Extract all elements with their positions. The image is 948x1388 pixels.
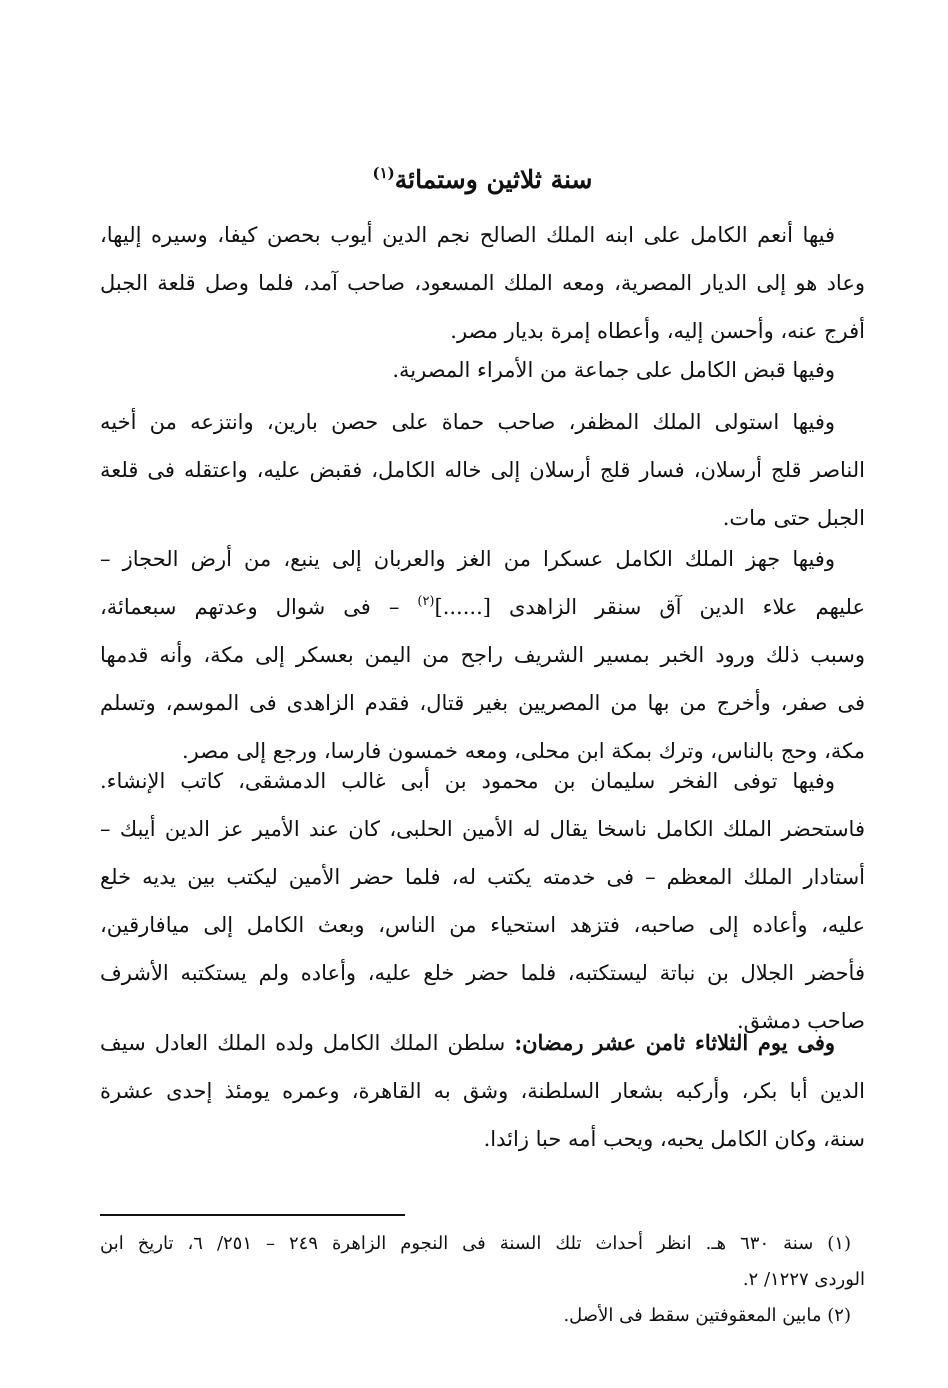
text-line: وفيها استولى الملك المظفر، صاحب حماة على حصن بارين، وانتزعه من أخيه bbox=[100, 410, 835, 434]
text-line: وفيها جهز الملك الكامل عسكرا من الغز والعربان إلى ينبع، من أرض الحجاز – bbox=[100, 547, 835, 571]
footnote-ref-2: (٢) bbox=[417, 594, 435, 609]
text-line: سنة، وكان الكامل يحبه، ويحب أمه حبا زائدا. bbox=[483, 1127, 865, 1151]
line-segment: عليهم علاء الدين آق سنقر الزاهدى [......] bbox=[434, 595, 865, 619]
footnotes bbox=[100, 1226, 865, 1334]
paragraph-4 bbox=[100, 535, 865, 775]
text-line: مكة، وحج بالناس، وترك بمكة ابن محلى، ومعه خمسون فارسا، ورجع إلى مصر. bbox=[181, 739, 865, 763]
page-title bbox=[100, 160, 865, 200]
footnote-1-line: (١) سنة ٦٣٠ هـ. انظر أحداث تلك السنة فى النجوم الزاهرة ٢٤٩ – ٢٥١/ ٦، تاريخ ابن bbox=[100, 1233, 851, 1254]
text-line bbox=[100, 1019, 865, 1067]
text-line: الدين أبا بكر، وأركبه بشعار السلطنة، وشق به القاهرة، وعمره يومئذ إحدى عشرة bbox=[100, 1079, 865, 1103]
text-line: فأحضر الجلال بن نباتة ليستكتبه، فلما حضر خلع عليه، وأعاده ولم يستكتبه الأشرف bbox=[100, 961, 865, 985]
footnote-1-line: الوردى ١٢٢٧/ ٢. bbox=[742, 1269, 865, 1290]
text-line: وسبب ذلك ورود الخبر بمسير الشريف راجح من اليمن بعسكر إلى مكة، وأنه قدمها bbox=[100, 643, 865, 667]
text-line: فيها أنعم الكامل على ابنه الملك الصالح نجم الدين أيوب بحصن كيفا، وسيره إليها، bbox=[100, 223, 835, 247]
text-line: وفيها قبض الكامل على جماعة من الأمراء المصرية. bbox=[392, 358, 835, 382]
text-line bbox=[100, 583, 865, 631]
line-segment: – فى شوال وعدتهم سبعمائة، bbox=[100, 595, 418, 619]
text-line: صاحب دمشق. bbox=[736, 1009, 865, 1033]
text-line: فى صفر، وأخرج من بها من المصريين بغير قتال، فقدم الزاهدى فى الموسم، وتسلم bbox=[100, 691, 865, 715]
page bbox=[100, 0, 865, 1388]
title-text: سنة ثلاثين وستمائة bbox=[394, 164, 593, 194]
paragraph-6 bbox=[100, 1019, 865, 1163]
footnote-divider bbox=[100, 1214, 405, 1216]
paragraph-1 bbox=[100, 211, 865, 355]
paragraph-2 bbox=[100, 346, 865, 394]
paragraph-5 bbox=[100, 757, 865, 1045]
title-footnote-ref: (١) bbox=[372, 163, 395, 182]
paragraph-3 bbox=[100, 398, 865, 542]
text-line: وفيها توفى الفخر سليمان بن محمود بن أبى غالب الدمشقى، كاتب الإنشاء. bbox=[100, 769, 835, 793]
text-line: أستادار الملك المعظم – فى خدمته يكتب له، فلما حضر الأمين ليكتب بين يديه خلع bbox=[100, 865, 865, 889]
line-segment: سلطن الملك الكامل ولده الملك العادل سيف bbox=[100, 1031, 515, 1055]
footnote-2: (٢) مابين المعقوفتين سقط فى الأصل. bbox=[563, 1305, 851, 1326]
text-line: الجبل حتى مات. bbox=[722, 506, 865, 530]
text-line: وعاد هو إلى الديار المصرية، ومعه الملك المسعود، صاحب آمد، فلما وصل قلعة الجبل bbox=[100, 271, 865, 295]
text-line: أفرج عنه، وأحسن إليه، وأعطاه إمرة بديار مصر. bbox=[450, 319, 865, 343]
text-line: عليه، وأعاده إلى صاحبه، فتزهد استحياء من الناس، وبعث الكامل إلى ميافارقين، bbox=[100, 913, 865, 937]
text-line: الناصر قلج أرسلان، فسار قلج أرسلان إلى خاله الكامل، فقبض عليه، واعتقله فى قلعة bbox=[100, 458, 865, 482]
text-line: فاستحضر الملك الكامل ناسخا يقال له الأمين الحلبى، كان عند الأمير عز الدين أيبك – bbox=[100, 817, 865, 841]
date-lead: وفى يوم الثلاثاء ثامن عشر رمضان: bbox=[514, 1030, 836, 1055]
